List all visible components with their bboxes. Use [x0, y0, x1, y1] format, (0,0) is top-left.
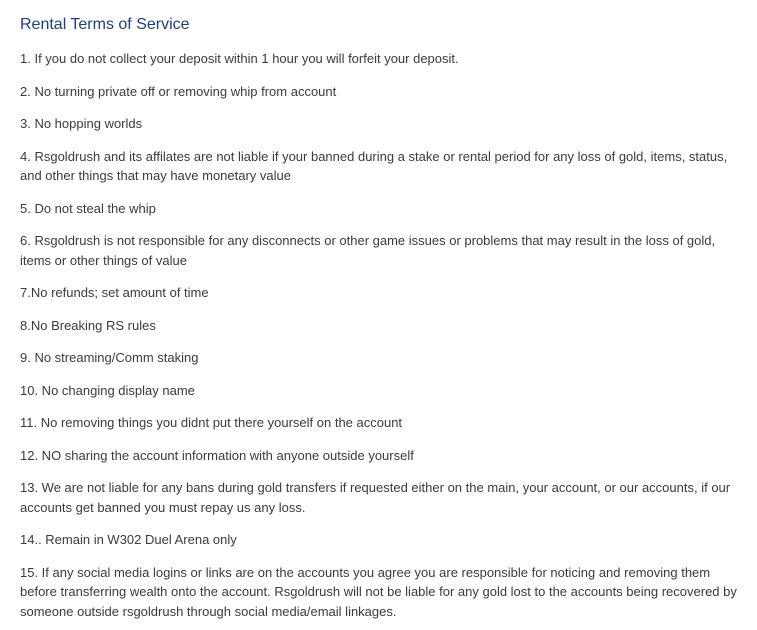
term-item-5: 5. Do not steal the whip — [20, 200, 156, 216]
term-item-13: 13. We are not liable for any bans during gold transfers if requested either on the main, your account, or our accounts, if our accounts get banned you must repay us any loss. — [20, 480, 731, 515]
term-item-12: 12. NO sharing the account information with anyone outside yourself — [20, 447, 414, 463]
term-item-3: 3. No hopping worlds — [20, 116, 143, 131]
term-item-6: 6. Rsgoldrush is not responsible for any disconnects or other game issues or problems that may result in the loss of gold, items or other things of value — [20, 233, 716, 268]
term-item-15: 15. If any social media logins or links are on the accounts you agree you are responsible for noticing and removing them before transferring wealth onto the account. Rsgoldrush will not be liable for any gold lost to the accounts being recovered by someone outside rsgoldrush through social media/email linkages. — [20, 564, 737, 619]
term-item-14: 14.. Remain in W302 Duel Arena only — [20, 532, 237, 547]
term-item-2: 2. No turning private off or removing whip from account — [20, 83, 337, 99]
term-item-7: 7.No refunds; set amount of time — [20, 285, 209, 300]
term-item-9: 9. No streaming/Comm staking — [20, 350, 199, 365]
term-item-11: 11. No removing things you didnt put there yourself on the account — [20, 415, 403, 430]
term-item-8: 8.No Breaking RS rules — [20, 317, 156, 333]
term-item-4: 4. Rsgoldrush and its affilates are not liable if your banned during a stake or rental period for any loss of gold, items, status, and other things that may have monetary value — [20, 148, 728, 183]
term-item-10: 10. No changing display name — [20, 382, 195, 398]
page-title: Rental Terms of Service — [20, 16, 190, 33]
terms-list — [20, 49, 737, 621]
term-item-1: 1. If you do not collect your deposit within 1 hour you will forfeit your deposit. — [20, 51, 459, 66]
